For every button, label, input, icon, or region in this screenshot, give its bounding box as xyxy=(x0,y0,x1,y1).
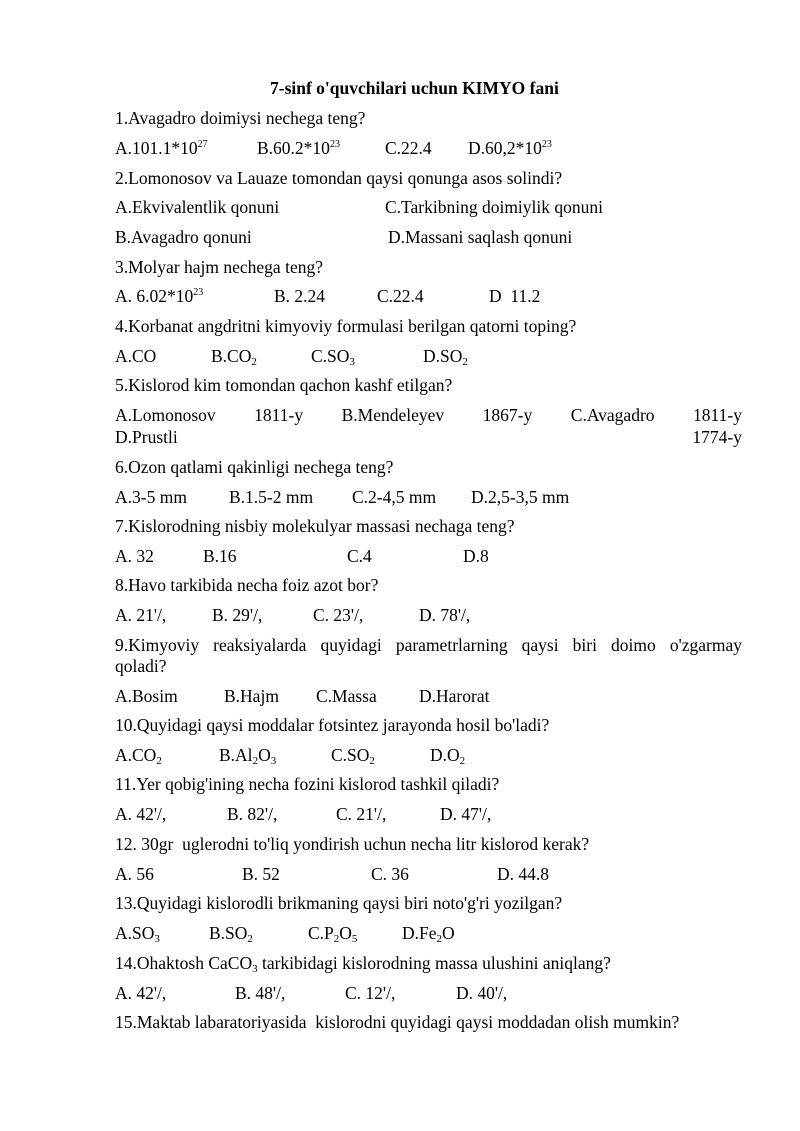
q4-option-d xyxy=(423,345,468,367)
q10-option-b-base: B.Al xyxy=(219,745,253,765)
q13-option-c xyxy=(308,922,357,944)
q2-option-b: B.Avagadro qonuni xyxy=(115,227,252,247)
q2-option-d: D.Massani saqlash qonuni xyxy=(388,227,573,247)
question-8: 8.Havo tarkibida necha foiz azot bor? xyxy=(115,575,379,595)
q6-option-a: A.3-5 mm xyxy=(115,487,187,507)
q7-option-c: C.4 xyxy=(347,546,372,566)
q13-option-d xyxy=(402,922,455,944)
q6-option-b: B.1.5-2 mm xyxy=(229,487,314,507)
q10-option-d-sub: 2 xyxy=(459,755,466,767)
question-12: 12. 30gr uglerodni to'liq yondirish uchun necha litr kislorod kerak? xyxy=(115,834,590,854)
q3-option-c: C.22.4 xyxy=(377,286,424,306)
q6-option-d: D.2,5-3,5 mm xyxy=(471,487,570,507)
q3-option-d: D 11.2 xyxy=(489,286,541,306)
q10-option-a xyxy=(115,744,162,766)
q1-option-d-exp: 23 xyxy=(541,139,552,150)
q4-option-c xyxy=(311,345,355,367)
q13-option-c-sub2: 5 xyxy=(351,933,358,945)
q13-option-c-base: C.P xyxy=(308,923,334,943)
q10-option-b-sub1: 2 xyxy=(252,755,259,767)
question-3: 3.Molyar hajm nechega teng? xyxy=(115,257,323,277)
q4-option-c-sub: 3 xyxy=(349,356,355,368)
q10-option-a-sub: 2 xyxy=(156,755,162,767)
q8-option-a: A. 21'/, xyxy=(115,605,167,625)
q12-option-b: B. 52 xyxy=(242,864,280,884)
q14-option-d: D. 40'/, xyxy=(456,983,508,1003)
q10-option-c xyxy=(331,744,375,766)
q3-option-a-exp: 23 xyxy=(193,287,204,298)
q13-option-c-mid: O xyxy=(339,923,352,943)
q14-option-b: B. 48'/, xyxy=(235,983,286,1003)
q1-option-b-base: B.60.2*10 xyxy=(257,138,330,158)
q13-option-a-sub: 3 xyxy=(154,933,160,945)
question-11: 11.Yer qobig'ining necha fozini kislorod tashkil qiladi? xyxy=(115,774,500,794)
q3-option-b: B. 2.24 xyxy=(274,286,326,306)
q7-option-d: D.8 xyxy=(463,546,489,566)
q3-option-a xyxy=(115,285,203,307)
question-9: 9.Kimyoviy reaksiyalarda quyidagi parametrlarning qaysi biri doimo o'zgarmay xyxy=(115,635,742,655)
question-14 xyxy=(115,952,611,974)
q4-option-a: A.CO xyxy=(115,346,157,366)
q10-option-d xyxy=(430,744,465,766)
q10-option-a-base: A.CO xyxy=(115,745,157,765)
question-6: 6.Ozon qatlami qakinligi nechega teng? xyxy=(115,457,394,477)
q8-option-c: C. 23'/, xyxy=(313,605,364,625)
q13-option-b xyxy=(209,922,253,944)
q10-option-c-sub: 2 xyxy=(369,755,375,767)
q10-option-c-base: C.SO xyxy=(331,745,370,765)
q4-option-c-base: C.SO xyxy=(311,346,350,366)
q4-option-d-sub: 2 xyxy=(462,356,468,368)
q1-option-a-base: A.101.1*10 xyxy=(115,138,198,158)
q4-option-d-base: D.SO xyxy=(423,346,463,366)
q13-option-b-sub: 2 xyxy=(247,933,253,945)
q12-option-c: C. 36 xyxy=(371,864,409,884)
q9-option-b: B.Hajm xyxy=(224,686,279,706)
q14-option-a: A. 42'/, xyxy=(115,983,167,1003)
page-title: 7-sinf o'quvchilari uchun KIMYO fani xyxy=(270,78,559,98)
q1-option-d-base: D.60,2*10 xyxy=(468,138,542,158)
question-1: 1.Avagadro doimiysi nechega teng? xyxy=(115,108,366,128)
q1-option-b xyxy=(257,137,340,159)
q11-option-a: A. 42'/, xyxy=(115,804,167,824)
q11-option-b: B. 82'/, xyxy=(227,804,278,824)
q1-option-b-exp: 23 xyxy=(329,139,340,150)
q13-option-c-sub1: 2 xyxy=(333,933,340,945)
q10-option-d-base: D.O xyxy=(430,745,460,765)
q10-option-b-mid: O xyxy=(258,745,271,765)
question-7: 7.Kislorodning nisbiy molekulyar massasi nechaga teng? xyxy=(115,516,515,536)
q1-option-d xyxy=(468,137,552,159)
q9-option-d: D.Harorat xyxy=(419,686,490,706)
q8-option-b: B. 29'/, xyxy=(212,605,263,625)
q1-option-a-exp: 27 xyxy=(197,139,208,150)
q1-option-c: C.22.4 xyxy=(385,138,432,158)
q13-option-a xyxy=(115,922,160,944)
q11-option-c: C. 21'/, xyxy=(336,804,387,824)
q10-option-b xyxy=(219,744,276,766)
question-14-post: tarkibidagi kislorodning massa ulushini aniqlang? xyxy=(257,953,611,973)
q12-option-d: D. 44.8 xyxy=(497,864,550,884)
q9-option-c: C.Massa xyxy=(316,686,377,706)
q13-option-b-base: B.SO xyxy=(209,923,248,943)
q4-option-b-sub: 2 xyxy=(251,356,257,368)
q7-option-b: B.16 xyxy=(203,546,237,566)
q6-option-c: C.2-4,5 mm xyxy=(352,487,437,507)
q3-option-a-base: A. 6.02*10 xyxy=(115,286,194,306)
question-13: 13.Quyidagi kislorodli brikmaning qaysi biri noto'g'ri yozilgan? xyxy=(115,893,563,913)
q12-option-a: A. 56 xyxy=(115,864,154,884)
q2-option-c: C.Tarkibning doimiylik qonuni xyxy=(385,197,604,217)
q4-option-b xyxy=(211,345,257,367)
q14-option-c: C. 12'/, xyxy=(345,983,396,1003)
q13-option-d-base: D.Fe xyxy=(402,923,437,943)
q13-option-d-end: O xyxy=(442,923,455,943)
question-5: 5.Kislorod kim tomondan qachon kashf etilgan? xyxy=(115,375,453,395)
q11-option-d: D. 47'/, xyxy=(440,804,492,824)
q13-option-a-base: A.SO xyxy=(115,923,155,943)
q2-option-a: A.Ekvivalentlik qonuni xyxy=(115,197,280,217)
q8-option-d: D. 78'/, xyxy=(419,605,471,625)
question-14-sub: 3 xyxy=(252,963,258,975)
question-15: 15.Maktab labaratoriyasida kislorodni quyidagi qaysi moddadan olish mumkin? xyxy=(115,1012,680,1032)
question-2: 2.Lomonosov va Lauaze tomondan qaysi qonunga asos solindi? xyxy=(115,168,563,188)
q5-options: A.Lomonosov 1811-y B.Mendeleyev 1867-y C.Avagadro 1811-y D.Prustli 1774-y xyxy=(115,405,742,447)
question-9-cont: qoladi? xyxy=(115,656,167,676)
question-4: 4.Korbanat angdritni kimyoviy formulasi berilgan qatorni toping? xyxy=(115,316,577,336)
q4-option-b-base: B.CO xyxy=(211,346,252,366)
q7-option-a: A. 32 xyxy=(115,546,154,566)
q9-option-a: A.Bosim xyxy=(115,686,178,706)
q13-option-d-sub: 2 xyxy=(436,933,443,945)
question-10: 10.Quyidagi qaysi moddalar fotsintez jarayonda hosil bo'ladi? xyxy=(115,715,550,735)
q1-option-a xyxy=(115,137,208,159)
question-14-pre: 14.Ohaktosh CaCO xyxy=(115,953,253,973)
q10-option-b-sub2: 3 xyxy=(270,755,277,767)
